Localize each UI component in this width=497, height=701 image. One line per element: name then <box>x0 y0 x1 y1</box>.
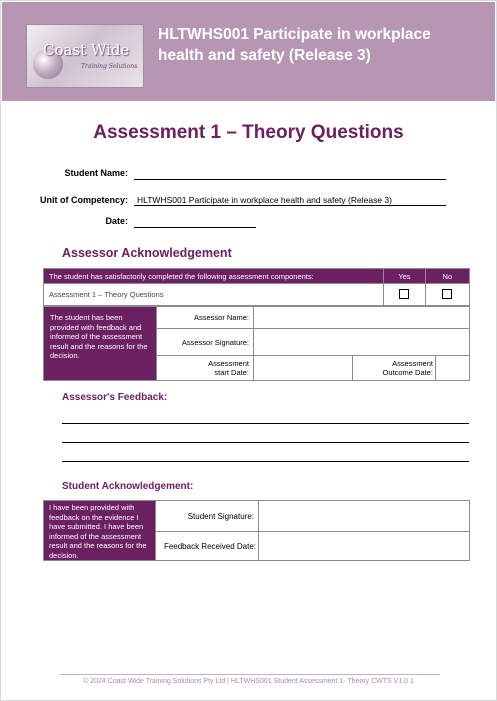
student-signature-field[interactable] <box>259 501 470 532</box>
assessor-feedback-title: Assessor's Feedback: <box>62 392 168 403</box>
no-cell <box>425 284 469 306</box>
student-info-text: I have been provided with feedback on the evidence I have submitted. I have been informed of the assessment result and the reasons for the decision. <box>44 501 156 561</box>
document-title: Assessment 1 – Theory Questions <box>93 122 404 143</box>
outcome-date-label-line2: Outcome Date: <box>382 368 433 377</box>
yes-cell <box>384 284 425 306</box>
no-checkbox[interactable] <box>442 289 452 299</box>
assessment-outcome-date-field[interactable] <box>436 356 470 381</box>
assessor-signature-label: Assessor Signature: <box>157 329 254 356</box>
student-acknowledgement-title: Student Acknowledgement: <box>62 481 194 492</box>
page-header <box>2 2 495 101</box>
yes-header: Yes <box>384 269 425 284</box>
unit-of-competency-field[interactable] <box>134 205 446 206</box>
start-date-label-line2: start Date: <box>214 368 249 377</box>
header-title: HLTWHS001 Participate in workplace health and safety (Release 3) <box>158 26 431 64</box>
company-logo <box>26 24 144 88</box>
student-acknowledgement-table <box>43 500 470 561</box>
unit-of-competency-value: HLTWHS001 Participate in workplace health and safety (Release 3) <box>137 195 392 205</box>
no-header: No <box>425 269 469 284</box>
assessor-acknowledgement-title: Assessor Acknowledgement <box>62 246 232 260</box>
assessor-info-text: The student has been provided with feedback and informed of the assessment result and the reasons for the decision. <box>44 307 157 381</box>
footer-divider <box>60 674 440 675</box>
outcome-date-label-line1: Assessment <box>392 359 433 368</box>
start-date-label-line1: Assessment <box>208 359 249 368</box>
feedback-received-date-field[interactable] <box>259 532 470 561</box>
student-name-label: Student Name: <box>64 168 128 178</box>
feedback-line-3[interactable] <box>62 461 469 462</box>
assessor-name-label: Assessor Name: <box>157 307 254 329</box>
student-signature-label: Student Signature: <box>156 501 259 532</box>
yes-checkbox[interactable] <box>399 289 409 299</box>
logo-sub-text: Training Solutions <box>81 63 138 70</box>
components-header: The student has satisfactorily completed the following assessment components: <box>44 269 384 284</box>
date-label: Date: <box>105 216 128 226</box>
feedback-received-date-label: Feedback Received Date: <box>156 532 259 561</box>
assessment-start-date-field[interactable] <box>254 356 353 381</box>
assessment-outcome-date-label <box>353 356 436 381</box>
assessment-components-table <box>43 268 470 306</box>
student-name-field[interactable] <box>134 179 446 180</box>
page-footer: © 2024 Coast Wide Training Solutions Pty Ltd | HLTWHS001 Student Assessment 1- Theory CWTS V1.0 1 <box>83 678 414 685</box>
date-field[interactable] <box>134 227 256 228</box>
feedback-line-2[interactable] <box>62 442 469 443</box>
assessor-name-field[interactable] <box>254 307 470 329</box>
component-name: Assessment 1 – Theory Questions <box>44 284 384 306</box>
assessor-details-table <box>43 306 470 381</box>
feedback-line-1[interactable] <box>62 423 469 424</box>
assessment-start-date-label <box>157 356 254 381</box>
assessor-signature-field[interactable] <box>254 329 470 356</box>
logo-main-text: Coast Wide <box>43 41 130 59</box>
unit-of-competency-label: Unit of Competency: <box>39 195 128 205</box>
